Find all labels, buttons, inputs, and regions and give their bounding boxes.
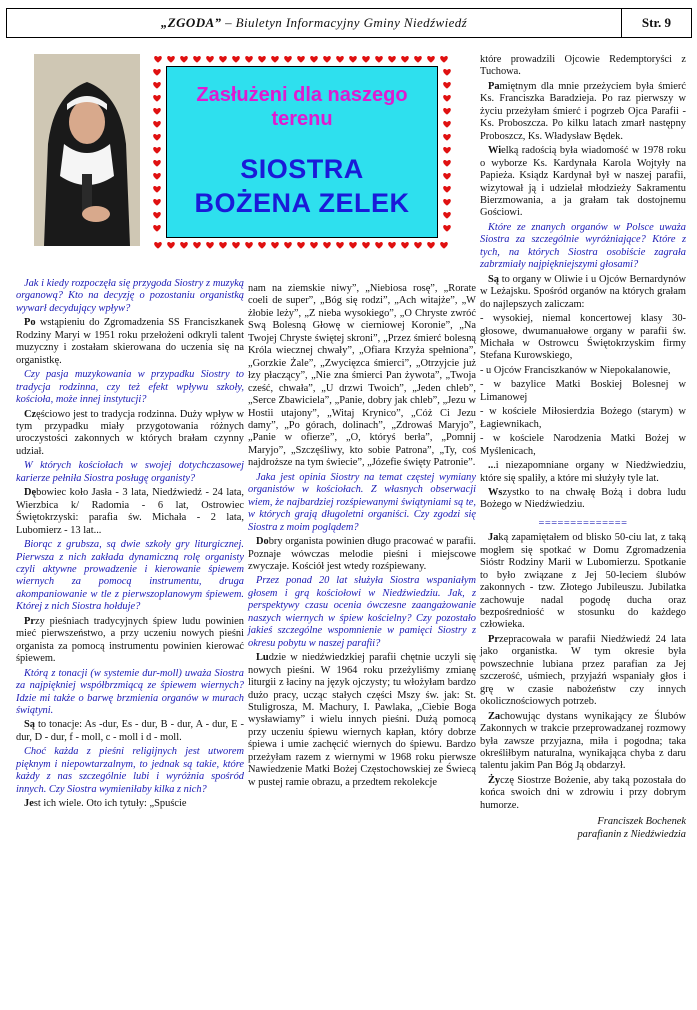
answer-continuation: nam na ziemskie niwy”, „Niebiosa rosę”, „Rorate coeli de super”, „Bóg się rodzi”, „Ach witajże”, „W żłobie leży”, „Z nieba wysokiego”, „O Chryste zwróć Swą Bolesną Głowę w cierniowej Koronie”, „Na Twojej Chryste świętej skroni”, „Przez śmierć bolesną Króla wiecznej chwały”, „Ofiara Krzyża spełniona”, „Gorzkie Żale”, „Zwycięzca śmierci”, „Otrzyjcie już łzy płaczący”, „Nie zna śmierci Pan żywota”, „Twoja cześć, chwała”, „U drzwi Twoich”, „Jeden chleb”, „Serce Zbawiciela”, „Panie, dobry jak chleb”, „Jezu w Hostii utajony”, „Witaj Krynico”, „Cóż Ci Jezu damy”, „Po górach, dolinach”, „Zdrowaś Maryjo”, „Panie w ofierze”, „O, któryś berła”, „Pomnij Maryjo”, „Szczęśliwy, kto sobie Patrona”, „Ty, coś najdroższe na tym świecie”, „Józefie święty Patronie”. xyxy=(248,283,476,469)
heart-icon xyxy=(349,56,357,63)
feature-subtitle-line1: Zasłużeni dla naszego xyxy=(196,84,408,106)
heart-icon xyxy=(245,56,253,63)
text-column-3 xyxy=(480,54,686,843)
interview-answer: Dębowiec koło Jasła - 3 lata, Niedźwiedź - 24 lata, Wierzbica k/ Radomia - 6 lat, Ostrowiec Świętokrzyski: parafia św. Michała - 2 lata, Lubomierz - 13 lat... xyxy=(16,487,244,536)
heart-icon xyxy=(443,212,451,219)
interview-question: Biorąc z grubsza, są dwie szkoły gry liturgicznej. Pierwsza z nich zakłada dynamiczną rolę organisty czyli aktywne prowadzenie i kierowanie śpiewem wiernych za pomocą instrumentu, druga akompaniowanie w tle z pierwszoplanowym śpiewem. Której z nich Siostra hołduje? xyxy=(16,539,244,613)
heart-icon xyxy=(375,242,383,249)
heart-icon xyxy=(271,56,279,63)
heart-icon xyxy=(323,242,331,249)
heart-icon xyxy=(153,108,161,115)
interview-answer: Wszystko to na chwałę Bożą i dobra ludu Bożego w Niedźwiedziu. xyxy=(480,486,686,511)
interview-question: Przez ponad 20 lat służyła Siostra wspaniałym głosem i grą kościołowi w Niedźwiedziu. Jak, z perspektywy czasu ocenia ówczesne zaangażowanie naszych wiernych w śpiew kościelny? Czy pozostało jakieś szczególne wspomnienie w pamięci Siostry z okresu pobytu w naszej parafii? xyxy=(248,575,476,649)
heart-icon xyxy=(362,242,370,249)
heart-icon xyxy=(180,56,188,63)
interview-question: Jak i kiedy rozpoczęła się przygoda Siostry z muzyką organową? Kto na decyzję o pozostaniu organistką wywarł decydujący wpływ? xyxy=(16,278,244,314)
heart-icon xyxy=(443,160,451,167)
heart-icon xyxy=(153,147,161,154)
organ-list-item: - w kościele Miłosierdzia Bożego (starym) w Łagiewnikach, xyxy=(480,406,686,430)
heart-icon xyxy=(443,173,451,180)
heart-icon xyxy=(310,242,318,249)
heart-icon xyxy=(206,56,214,63)
heart-icon xyxy=(153,121,161,128)
interview-answer: Przepracowała w parafii Niedźwiedź 24 lata jako organistka. W tym okresie była powszechnie lubiana przez parafian za Jej szczerość, uśmiech, przyjaźń wspaniały głos i grę w czasie nabożeństw czy innych okolicznościowych potrzeb. xyxy=(480,633,686,708)
heart-icon xyxy=(154,242,162,249)
heart-icon xyxy=(440,242,448,249)
heart-icon xyxy=(284,242,292,249)
heart-icon xyxy=(167,242,175,249)
heart-icon xyxy=(180,242,188,249)
feature-name-line2: BOŻENA ZELEK xyxy=(194,188,410,218)
heart-icon xyxy=(443,199,451,206)
heart-icon xyxy=(153,199,161,206)
heart-icon xyxy=(336,56,344,63)
author-affiliation: parafianin z Niedźwiedzia xyxy=(577,828,686,840)
heart-icon xyxy=(284,56,292,63)
bulletin-name: „ZGODA” xyxy=(160,15,222,30)
heart-icon xyxy=(310,56,318,63)
heart-icon xyxy=(258,56,266,63)
page-header xyxy=(6,8,692,38)
heart-icon xyxy=(153,173,161,180)
interview-answer: Są to organy w Oliwie i u Ojców Bernardynów w Leżajsku. Spośród organów na których grałam do najlepszych zaliczam: xyxy=(480,273,686,310)
heart-icon xyxy=(271,242,279,249)
heart-icon xyxy=(219,242,227,249)
bulletin-subtitle: – Biuletyn Informacyjny Gminy Niedźwiedź xyxy=(221,15,468,30)
heart-icon xyxy=(297,242,305,249)
interview-question: Choć każda z pieśni religijnych jest utworem pięknym i niepowtarzalnym, to jednak są takie, które każdy z nas szczególnie lubi i wyróżnia spośród innych. Czy Siostra wymieniłaby kilka z nich? xyxy=(16,746,244,795)
heart-icon xyxy=(153,186,161,193)
heart-icon xyxy=(443,225,451,232)
interview-answer: Jest ich wiele. Oto ich tytuły: „Spuście xyxy=(24,798,187,810)
heart-icon xyxy=(388,56,396,63)
interview-answer: Dobry organista powinien długo pracować w parafii. Poznaje wówczas melodie pieśni i miejscowe zwyczaje. Kościół jest wtedy rozśpiewany. xyxy=(248,536,476,572)
text-column-1 xyxy=(16,278,244,813)
section-separator: ============== xyxy=(538,517,628,529)
heart-icon xyxy=(443,186,451,193)
heart-icon xyxy=(153,82,161,89)
feature-inner xyxy=(166,66,438,238)
organ-list-item: - w bazylice Matki Boskiej Bolesnej w Limanowej xyxy=(480,379,686,403)
heart-icon xyxy=(443,134,451,141)
heart-icon xyxy=(401,56,409,63)
heart-icon xyxy=(153,225,161,232)
interview-answer: Zachowując dystans wynikający ze Ślubów Zakonnych w trakcie przeprowadzanej rozmowy była zawsze przyjazna, miła i pogodna; taka określiłbym naturalna, wynikająca chyba z daru talentu jakim Pan Bóg Ją obdarzył. xyxy=(480,710,686,772)
heart-icon xyxy=(349,242,357,249)
interview-question: W których kościołach w swojej dotychczasowej karierze pełniła Siostra posługę organisty? xyxy=(16,460,244,484)
heart-icon xyxy=(258,242,266,249)
author-signature: Franciszek Bochenek xyxy=(597,816,686,828)
interview-answer: Jaką zapamiętałem od blisko 50-ciu lat, z taką mogłem się spotkać w Domu Zgromadzenia Sióstr Rodziny Marii w Lubomierzu. Spotkanie to było związane z Jej 50-leciem ślubów zakonnych - tzw. Złotego Jubileuszu. Jubilatka zachowuje nadal pogodę ducha oraz bezpośredniość w stosunku do każdego człowieka. xyxy=(480,532,686,631)
heart-icon xyxy=(167,56,175,63)
heart-icon xyxy=(154,56,162,63)
interview-question: Czy pasja muzykowania w przypadku Siostry to tradycja rodzinna, czy też efekt wpływu szkoły, kościoła, może innej instytucji? xyxy=(16,369,244,406)
page-number: Str. 9 xyxy=(621,9,691,37)
interview-answer: Ludzie w niedźwiedzkiej parafii chętnie uczyli się nowych pieśni. W 1964 roku przeżyliśmy zmianę liturgii z łaciny na język ojczysty; tu włożyłam bardzo dużo pracy, ucząc stałych części Mszy św. jak: St. Stuligrosza, M. Machury, I. Pawlaka, „Ciebie Boga wysławiamy” i wielu innych pieśni. Dużą pomocą przy uczeniu śpiewu wiernych kapłan, który dobrze śpiewa i umie zachęcić wiernych do śpiewu. Bardzo przeżyłam razem z wiernymi w 1968 roku pierwsze Nawiedzenie Matki Bożej Częstochowskiej ze Świecą w pustej ramie obrazu, a przedtem rekolekcje xyxy=(248,652,476,788)
interview-answer: Pamiętnym dla mnie przeżyciem była śmierć Ks. Franciszka Baradzieja. Po raz pierwszy w życiu przeżyłam śmierć i pogrzeb Ojca Parafii - Ks. Proboszcza. Po kilku latach zmarł następny Proboszcz, Ks. Władysław Będek. xyxy=(480,80,686,142)
heart-icon xyxy=(427,242,435,249)
bulletin-title xyxy=(7,15,621,31)
heart-icon xyxy=(297,56,305,63)
interview-answer: Życzę Siostrze Bożenie, aby taką pozostała do końca swoich dni w zdrowiu i przy dobrym humorze. xyxy=(480,774,686,811)
heart-icon xyxy=(443,108,451,115)
heart-icon xyxy=(443,95,451,102)
feature-name-line1: SIOSTRA xyxy=(240,154,364,184)
heart-icon xyxy=(362,56,370,63)
heart-icon xyxy=(414,242,422,249)
organ-list-item: - u Ojców Franciszkanów w Niepokalanowie, xyxy=(480,364,671,376)
heart-icon xyxy=(193,242,201,249)
heart-icon xyxy=(323,56,331,63)
interview-question: Którą z tonacji (w systemie dur-moll) uważa Siostra za najpiękniej współbrzmiącą ze śpiewem wiernych? Idzie mi także o barwę brzmienia organów w murach świątyni. xyxy=(16,667,244,716)
heart-icon xyxy=(375,56,383,63)
heart-icon xyxy=(153,69,161,76)
heart-icon xyxy=(443,82,451,89)
heart-icon xyxy=(153,95,161,102)
organ-list-item: - w kościele Narodzenia Matki Bożej w Myślenicach, xyxy=(480,433,686,457)
heart-icon xyxy=(219,56,227,63)
heart-icon xyxy=(245,242,253,249)
heart-icon xyxy=(153,212,161,219)
heart-icon xyxy=(336,242,344,249)
heart-icon xyxy=(443,69,451,76)
interview-answer: Przy pieśniach tradycyjnych śpiew ludu powinien mieć pierwszeństwo, a przy uczeniu nowych pieśni organista za pomocą instrumentu powinien kierować śpiewem. xyxy=(16,615,244,665)
heart-icon xyxy=(232,56,240,63)
answer-continuation: które prowadzili Ojcowie Redemptoryści z Tuchowa. xyxy=(480,54,686,78)
heart-icon xyxy=(153,134,161,141)
heart-icon xyxy=(153,160,161,167)
heart-icon xyxy=(232,242,240,249)
nun-photo xyxy=(34,54,140,246)
heart-icon xyxy=(443,121,451,128)
interview-answer: Wielką radością była wiadomość w 1978 roku o wyborze Ks. Kardynała Karola Wojtyły na Papieża. Ksiądz Kardynał był w naszej parafii, wizytował ją i udzielał młodzieży Sakramentu Bierzmowania, a ja grałam tak dostojnemu Gościowi. xyxy=(480,145,686,219)
interview-answer: ...i niezapomniane organy w Niedźwiedziu, które się spaliły, a które mi służyły tyle lat. xyxy=(480,460,686,484)
feature-subtitle-line2: terenu xyxy=(271,108,333,130)
heart-icon xyxy=(443,147,451,154)
heart-icon xyxy=(388,242,396,249)
organ-list-item: - wysokiej, niemal koncertowej klasy 30-głosowe, dwumanuałowe organy w parafii św. Michała w Ostrowcu Świętokrzyskim firmy Stefana Kurowskiego, xyxy=(480,313,686,362)
interview-answer: Są to tonacje: As -dur, Es - dur, B - dur, A - dur, E - dur, D - dur, f - moll, c - moll i d - moll. xyxy=(16,719,244,743)
text-column-2 xyxy=(248,283,476,791)
heart-icon xyxy=(401,242,409,249)
heart-icon xyxy=(193,56,201,63)
interview-answer: Częściowo jest to tradycja rodzinna. Duży wpływ w tym przypadku miały przygotowania różnych uroczystości zakonnych w których brałam czynny udział. xyxy=(16,408,244,457)
interview-question: Jaka jest opinia Siostry na temat częstej wymiany organistów w kościołach. Z własnych obserwacji wiem, że najbardziej rozśpiewanymi świątyniami są te, w których grają długoletni organiści. Czy zgodzi się Siostra z moim poglądem? xyxy=(248,471,476,533)
heart-icon xyxy=(427,56,435,63)
feature-title-box xyxy=(150,52,454,252)
heart-icon xyxy=(206,242,214,249)
interview-answer: Po wstąpieniu do Zgromadzenia SS Franciszkanek Rodziny Maryi w 1951 roku przełożeni odkryli talent muzyczny i zostałam skierowana do uczenia się na organistkę. xyxy=(16,317,244,366)
heart-icon xyxy=(440,56,448,63)
heart-icon xyxy=(414,56,422,63)
interview-question: Które ze znanych organów w Polsce uważa Siostra za szczególnie wyróżniające? Które z tych, na których Siostra osobiście zagrała zabrzmiały najpiękniejszymi głosami? xyxy=(480,221,686,271)
nun-portrait-image xyxy=(34,54,140,246)
